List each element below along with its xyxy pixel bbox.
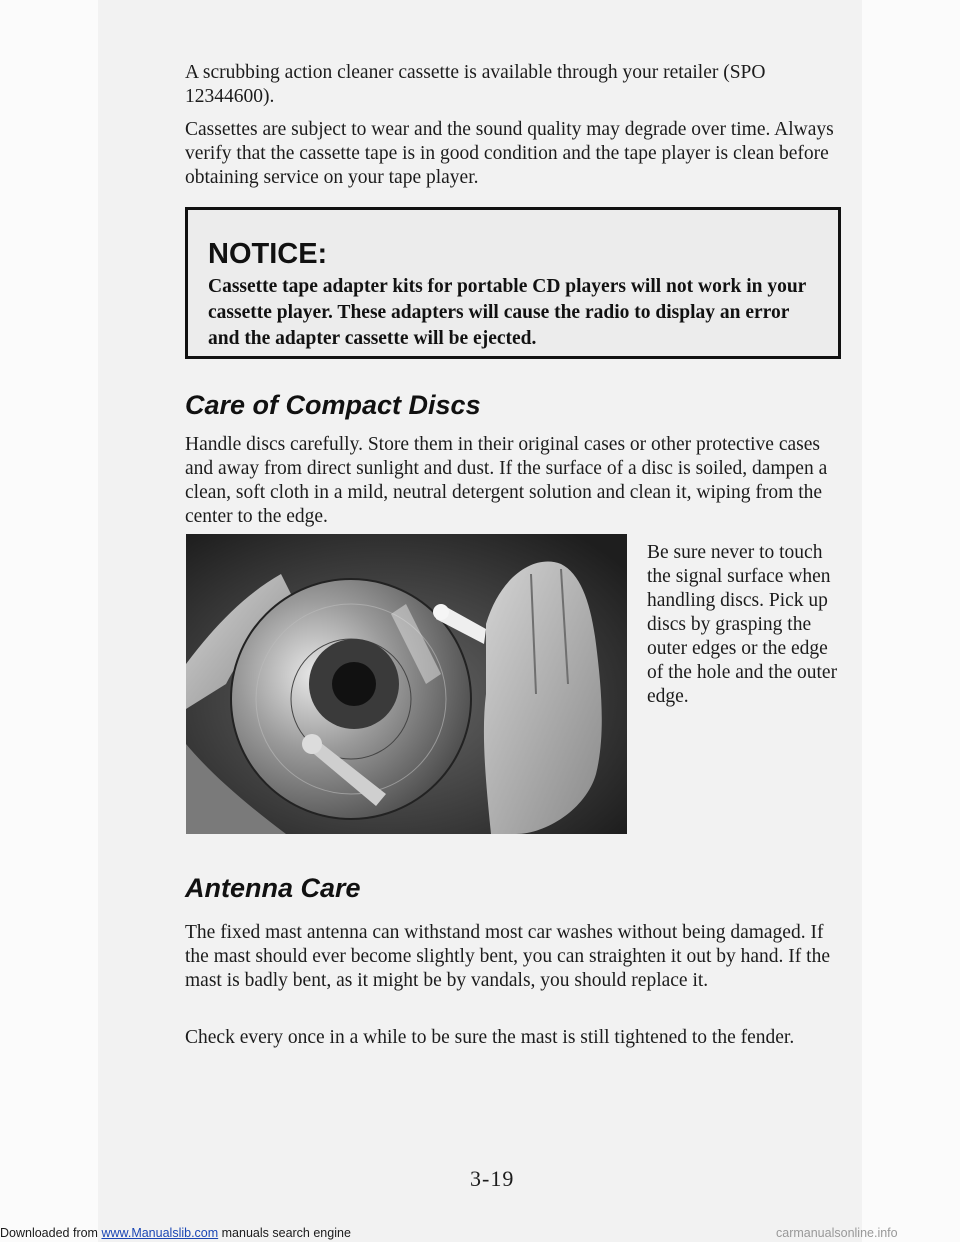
footer-suffix: manuals search engine — [218, 1226, 351, 1240]
right-margin — [862, 0, 960, 1242]
footer-prefix: Downloaded from — [0, 1226, 102, 1240]
left-margin — [0, 0, 98, 1242]
download-footer — [0, 1226, 351, 1240]
manualslib-link[interactable]: www.Manualslib.com — [101, 1226, 219, 1240]
antenna-paragraph-1: The fixed mast antenna can withstand most car washes without being damaged. If the mast should ever become slightly bent, you can straighten it out by hand. If the mast is badly bent, as it might be by vandals, you should replace it. — [185, 922, 830, 991]
disc-handling-photo — [186, 534, 627, 834]
heading-antenna-care: Antenna Care — [185, 873, 361, 903]
page-number: 3-19 — [470, 1166, 515, 1191]
disc-handling-caption: Be sure never to touch the signal surface when handling discs. Pick up discs by grasping the outer edges or the edge of the hole and the outer edge. — [647, 542, 838, 707]
intro-paragraph-1: A scrubbing action cleaner cassette is available through your retailer (SPO 12344600). — [185, 62, 766, 107]
notice-title: NOTICE: — [208, 238, 328, 270]
antenna-paragraph-2: Check every once in a while to be sure the mast is still tightened to the fender. — [185, 1027, 795, 1048]
notice-box — [185, 207, 841, 359]
intro-paragraph-2: Cassettes are subject to wear and the sound quality may degrade over time. Always verify that the cassette tape is in good condition and the tape player is clean before obtaining service on your tape player. — [185, 119, 834, 188]
compact-discs-paragraph: Handle discs carefully. Store them in their original cases or other protective cases and away from direct sunlight and dust. If the surface of a disc is soiled, dampen a clean, soft cloth in a mild, neutral detergent solution and clean it, wiping from the center to the edge. — [185, 434, 828, 527]
site-watermark: carmanualsonline.info — [776, 1226, 898, 1240]
heading-care-of-compact-discs: Care of Compact Discs — [185, 390, 481, 420]
notice-body: Cassette tape adapter kits for portable CD players will not work in your cassette player. These adapters will cause the radio to display an error and the adapter cassette will be ejected. — [208, 276, 806, 349]
